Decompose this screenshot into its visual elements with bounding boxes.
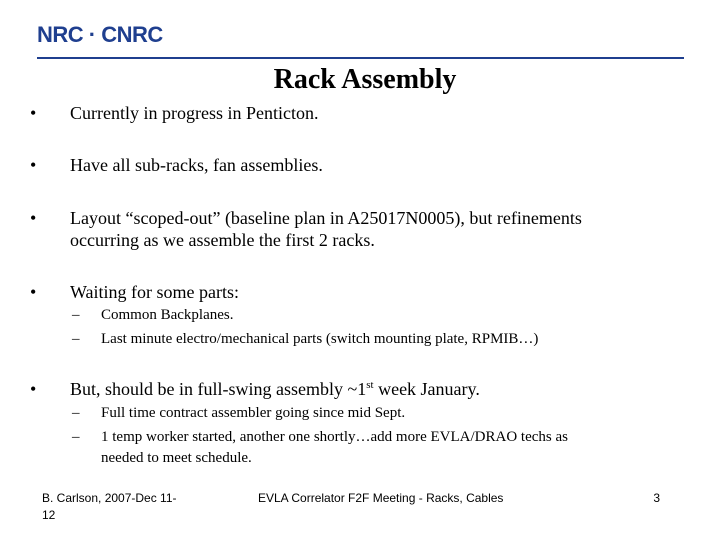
bullet-dot-icon: •	[30, 155, 37, 175]
sub-bullet-text: Common Backplanes.	[101, 307, 234, 323]
footer-author	[42, 490, 212, 524]
bullet-dot-icon: •	[30, 379, 37, 399]
sub-bullet-text-line: needed to meet schedule.	[101, 450, 252, 466]
footer-author-line: B. Carlson, 2007-Dec 11-	[42, 491, 177, 505]
slide-title: Rack Assembly	[273, 64, 457, 95]
sub-bullet-text: Full time contract assembler going since mid Sept.	[101, 405, 406, 421]
bullet-dot-icon: •	[30, 208, 37, 228]
bullet-dot-icon: •	[30, 282, 37, 302]
dash-icon: –	[72, 429, 80, 445]
dash-icon: –	[72, 405, 80, 421]
footer-author-line: 12	[42, 508, 56, 522]
sub-bullet-text: Last minute electro/mechanical parts (switch mounting plate, RPMIB…)	[101, 331, 539, 347]
bullet-text: Currently in progress in Penticton.	[70, 103, 319, 123]
sub-bullet-text	[101, 427, 671, 469]
sub-bullet-text-line: 1 temp worker started, another one shortly…add more EVLA/DRAO techs as	[101, 429, 568, 445]
footer-meeting-title: EVLA Correlator F2F Meeting - Racks, Cables	[258, 491, 504, 505]
bullet-text-line: Layout “scoped-out” (baseline plan in A25017N0005), but refinements	[70, 208, 582, 228]
dash-icon: –	[72, 331, 80, 347]
bullet-text-line: occurring as we assemble the first 2 racks.	[70, 230, 375, 250]
bullet-text: But, should be in full-swing assembly ~1st week January.	[70, 379, 480, 399]
header-rule	[37, 57, 684, 59]
bullet-text	[70, 207, 680, 251]
bullet-text: Waiting for some parts:	[70, 282, 240, 302]
dash-icon: –	[72, 307, 80, 323]
footer-page-number: 3	[653, 491, 660, 505]
nrc-cnrc-logo: NRC · CNRC	[37, 22, 163, 47]
bullet-dot-icon: •	[30, 103, 37, 123]
bullet-text: Have all sub-racks, fan assemblies.	[70, 155, 323, 175]
